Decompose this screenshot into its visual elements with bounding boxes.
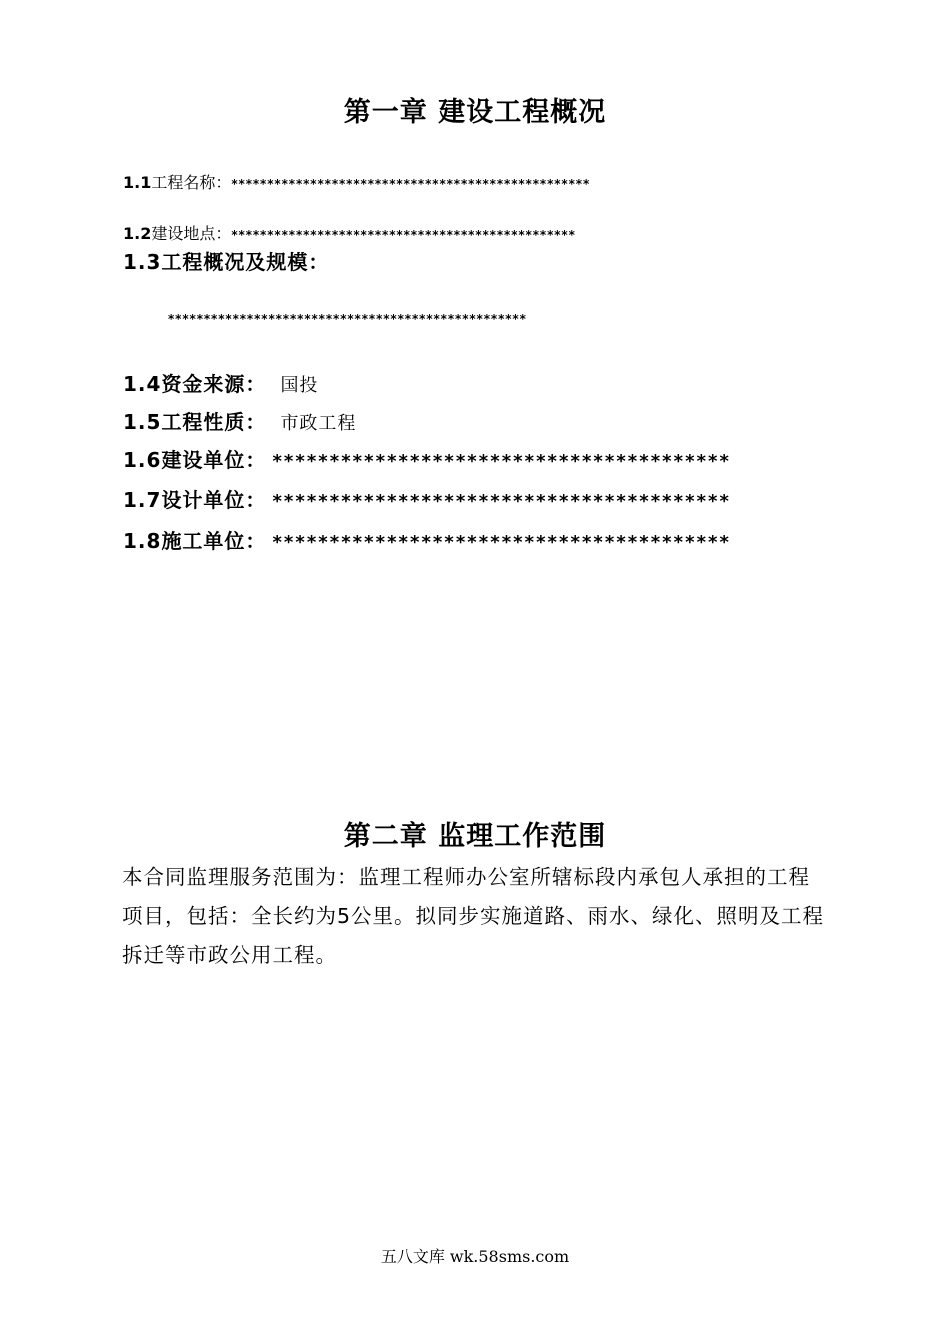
item-value: ************************************************ — [231, 228, 576, 242]
item-label: 建设地点： — [151, 224, 232, 243]
item-label: 建设单位： — [161, 448, 267, 472]
item-value: **************************************** — [272, 451, 731, 472]
item-value: 国投 — [280, 375, 319, 396]
item-value: **************************************** — [272, 532, 731, 553]
item-label: 工程概况及规模： — [161, 250, 330, 274]
item-label: 工程性质： — [161, 410, 267, 434]
item-label: 工程名称： — [151, 173, 232, 192]
chapter1-title: 第一章 建设工程概况 — [343, 97, 607, 128]
item-number: 1.4 — [123, 372, 162, 396]
item-number: 1.6 — [123, 448, 162, 472]
item-number: 1.7 — [123, 488, 162, 512]
item-funding — [123, 368, 318, 397]
item-project-name — [123, 170, 590, 193]
chapter2-title: 第二章 监理工作范围 — [343, 821, 607, 852]
item-number: 1.2 — [123, 224, 152, 243]
footer-watermark: 五八文库 wk.58sms.com — [380, 1247, 570, 1266]
item-value: ************************************************** — [231, 177, 591, 191]
item-site — [123, 221, 576, 244]
item-label: 设计单位： — [161, 488, 267, 512]
item-number: 1.1 — [123, 173, 152, 192]
item-label: 施工单位： — [161, 529, 267, 553]
item-contractor — [123, 525, 731, 554]
item-value: **************************************** — [272, 491, 731, 512]
item-designer — [123, 484, 731, 513]
chapter2-paragraph: 本合同监理服务范围为：监理工程师办公室所辖标段内承包人承担的工程项目，包括：全长约为5公里。拟同步实施道路、雨水、绿化、照明及工程拆迁等市政公用工程。 — [122, 865, 825, 967]
item-number: 1.8 — [123, 529, 162, 553]
item-nature — [123, 406, 356, 435]
item-number: 1.5 — [123, 410, 162, 434]
item-label: 资金来源： — [161, 372, 267, 396]
item-value: 市政工程 — [280, 413, 357, 434]
scale-value: ************************************************** — [168, 312, 527, 326]
item-owner — [123, 444, 731, 473]
item-number: 1.3 — [123, 250, 162, 274]
item-scale — [123, 246, 329, 275]
